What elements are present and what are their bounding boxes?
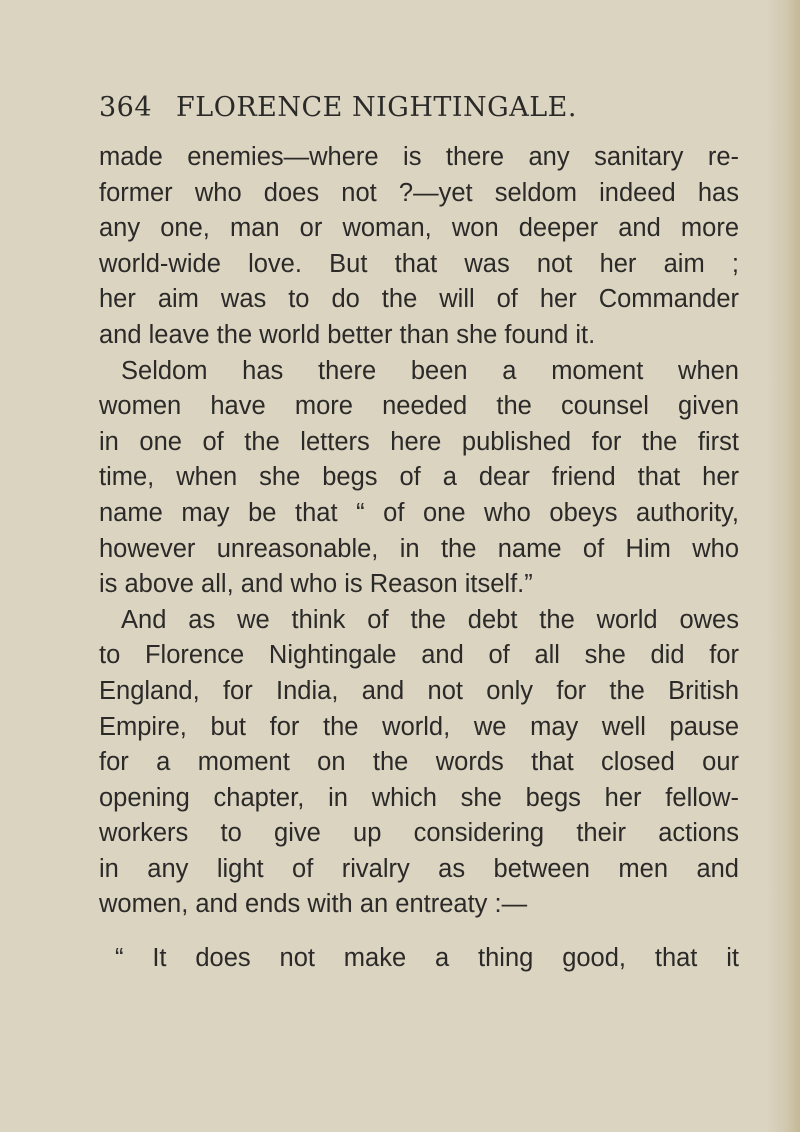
text-line: is above all, and who is Reason itself.” bbox=[99, 570, 533, 599]
text-line: Empire, but for the world, we may well pause bbox=[99, 712, 739, 741]
text-line: women, and ends with an entreaty :— bbox=[99, 890, 528, 919]
text-line: Seldom has there been a moment when bbox=[121, 356, 739, 385]
text-line: and leave the world better than she found it. bbox=[99, 320, 596, 349]
text-line: opening chapter, in which she begs her fellow- bbox=[99, 783, 739, 812]
text-line: former who does not ?—yet seldom indeed has bbox=[99, 178, 739, 207]
page-edge-shadow bbox=[766, 0, 800, 1132]
text-line: for a moment on the words that closed our bbox=[99, 748, 739, 777]
running-header bbox=[99, 92, 739, 123]
body-text bbox=[99, 140, 739, 977]
text-line: world-wide love. But that was not her aim ; bbox=[99, 249, 739, 278]
text-line: workers to give up considering their actions bbox=[99, 819, 739, 848]
text-line: women have more needed the counsel given bbox=[99, 392, 739, 421]
text-line: made enemies—where is there any sanitary re- bbox=[99, 143, 739, 171]
text-line: to Florence Nightingale and of all she did for bbox=[99, 641, 739, 670]
text-line: any one, man or woman, won deeper and more bbox=[99, 214, 739, 243]
text-line: name may be that “ of one who obeys authority, bbox=[99, 498, 739, 527]
text-line: in one of the letters here published for the first bbox=[99, 427, 739, 456]
running-title: FLORENCE NIGHTINGALE. bbox=[176, 92, 577, 123]
text-line: England, for India, and not only for the British bbox=[99, 676, 739, 705]
text-line: her aim was to do the will of her Commander bbox=[99, 285, 739, 314]
quote-line: “ It does not make a thing good, that it bbox=[115, 944, 739, 973]
text-line: And as we think of the debt the world owes bbox=[121, 605, 739, 634]
text-line: however unreasonable, in the name of Him who bbox=[99, 534, 739, 563]
text-line: in any light of rivalry as between men and bbox=[99, 854, 739, 883]
paragraph-gap bbox=[99, 923, 739, 941]
text-line: time, when she begs of a dear friend that her bbox=[99, 463, 739, 492]
page-number: 364 bbox=[99, 92, 153, 123]
